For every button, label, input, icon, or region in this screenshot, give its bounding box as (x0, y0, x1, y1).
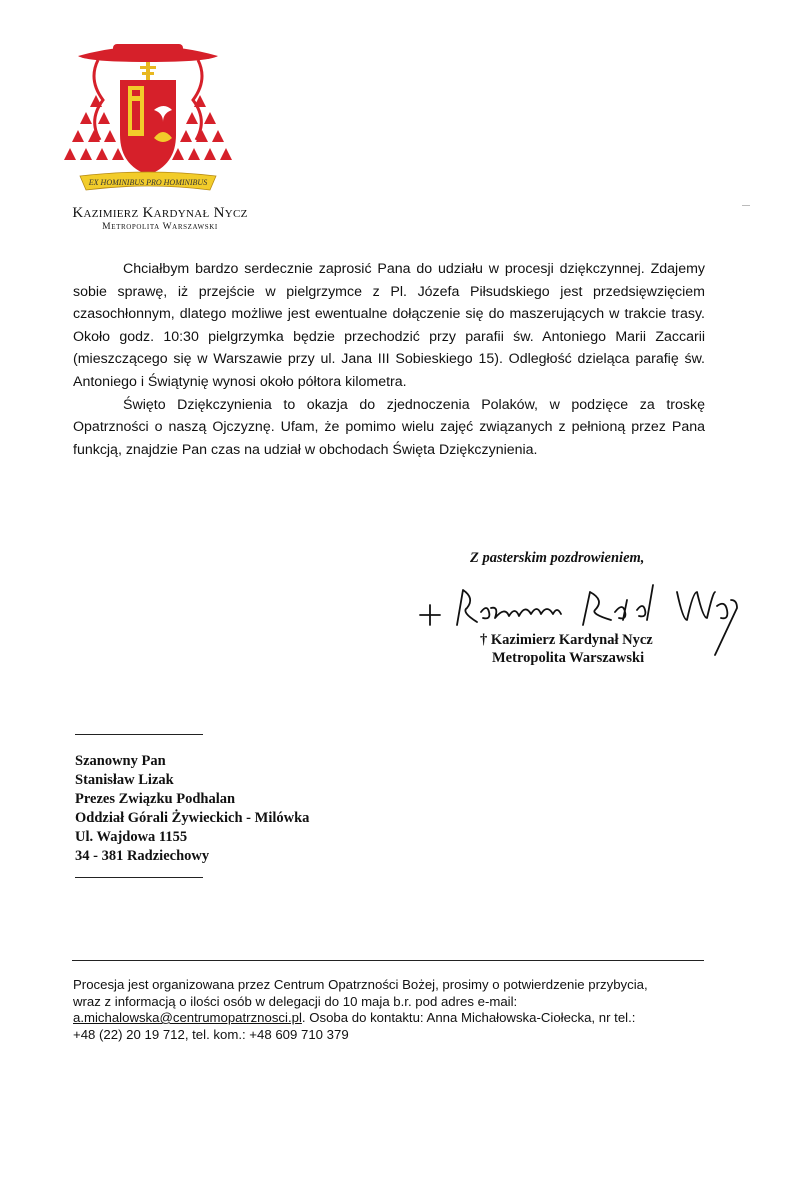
letter-body (73, 258, 705, 461)
motto-text: EX HOMINIBUS PRO HOMINIBUS (88, 178, 208, 187)
footer-line-3 (73, 1010, 713, 1027)
address-line: Szanowny Pan (75, 753, 166, 769)
footer-line-4: +48 (22) 20 19 712, tel. kom.: +48 609 710 379 (73, 1026, 349, 1042)
address-line: Oddział Górali Żywieckich - Milówka (75, 810, 310, 826)
footer-line-2: wraz z informacją o ilości osób w delegacji do 10 maja b.r. pod adres e-mail: (73, 993, 518, 1009)
sender-name: Kazimierz Kardynał Nycz (72, 205, 248, 221)
recipient-address (75, 752, 475, 866)
address-line: Ul. Wajdowa 1155 (75, 829, 188, 845)
address-rule-top (75, 734, 203, 735)
footer-separator (72, 960, 704, 961)
footer-line-3-rest: . Osoba do kontaktu: Anna Michałowska-Ciołecka, nr tel.: (301, 1010, 636, 1025)
address-line: Prezes Związku Podhalan (75, 791, 236, 807)
sender-title: Metropolita Warszawski (102, 222, 218, 232)
address-line: Stanisław Lizak (75, 772, 174, 788)
coat-of-arms (58, 40, 238, 200)
paragraph-1: Chciałbym bardzo serdecznie zaprosić Pana do udziału w procesji dziękczynnej. Zdajemy sobie sprawę, iż przejście w pielgrzymce z Pl. Józefa Piłsudskiego jest przedsięwzięciem czasochłonnym, dlatego możliwe jest ewentualne dołączenie się do maszerujących w trakcie trasy. Około godz. 10:30 pielgrzymka będzie przechodzić przy parafii św. Antoniego Marii Zaccarii (mieszczącego się w Warszawie przy ul. Jana III Sobieskiego 15). Odległość dzieląca parafię św. Antoniego i Świątynię wynosi około półtora kilometra. (73, 261, 705, 390)
footer-note (73, 977, 713, 1043)
address-line: 34 - 381 Radziechowy (75, 848, 210, 864)
closing-greeting: Z pasterskim pozdrowieniem, (470, 550, 645, 566)
scan-mark (742, 205, 750, 206)
footer-line-1: Procesja jest organizowana przez Centrum Opatrzności Bożej, prosimy o potwierdzenie przybycia, (73, 977, 648, 992)
paragraph-2: Święto Dziękczynienia to okazja do zjednoczenia Polaków, w podzięce za troskę Opatrzności o naszą Ojczyznę. Ufam, że pomimo wielu zajęć związanych z pełnioną przez Pana funkcją, znajdzie Pan czas na udział w obchodach Święta Dziękczynienia. (73, 396, 705, 458)
signer-title: Metropolita Warszawski (492, 650, 645, 666)
signer-name: † Kazimierz Kardynał Nycz (480, 632, 653, 648)
address-rule-bottom (75, 877, 203, 878)
contact-email-link[interactable]: a.michalowska@centrumopatrznosci.pl (73, 1010, 302, 1025)
